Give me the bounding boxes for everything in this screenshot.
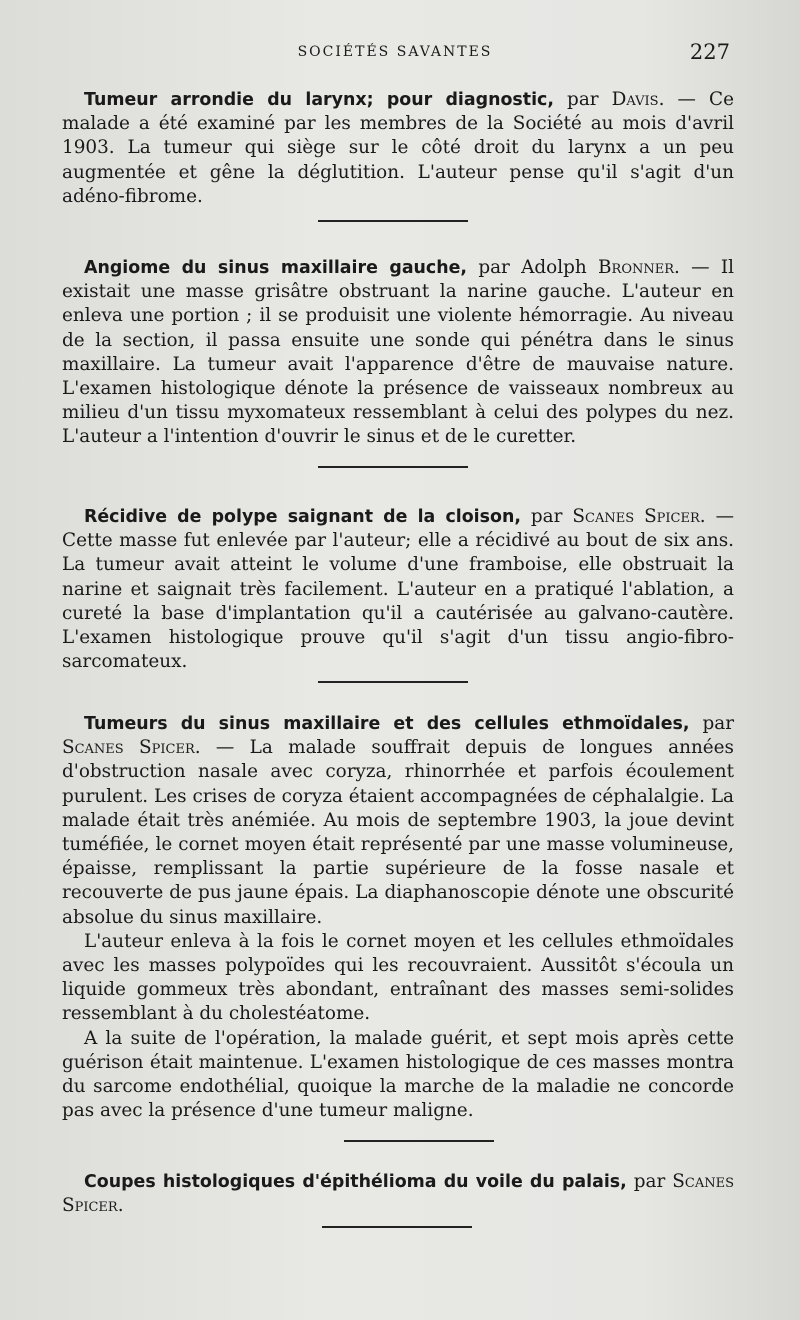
article-title: Tumeur arrondie du larynx; pour diagnostic, [84,90,554,110]
article-author: Bronner [598,257,675,278]
section-divider [322,1226,472,1228]
page-header [60,40,730,72]
article-body: . — La malade souffrait depuis de longues années d'obstruction nasale avec coryza, rhinorrhée et parfois écoulement purulent. Les crises de coryza étaient accompagnées de céphalalgie. La malade était très anémiée. Au mois de septembre 1903, la joue devint tuméfiée, le cornet moyen était représenté par une masse volumineuse, épaisse, remplissant la partie supérieure de la fosse nasale et recouverte de pus jaune épais. La diaphanoscopie dénote une obscurité absolue du sinus maxillaire. [62,737,734,928]
article-author: Scanes Spicer [62,1171,734,1217]
article-palate-epithelioma [62,1170,734,1218]
article-paragraph: L'auteur enleva à la fois le cornet moyen et les cellules ethmoïdales avec les masses polypoïdes qui les recouvraient. Aussitôt s'écoula un liquide gommeux très abondant, entraînant des masses semi-solides ressemblant à du cholestéatome. [62,930,734,1025]
article-author: Scanes Spicer [572,506,700,527]
running-head: SOCIÉTÉS SAVANTES [297,44,493,60]
article-paragraph: A la suite de l'opération, la malade guérit, et sept mois après cette guérison était maintenue. L'examen histologique de ces masses montra du sarcome endothélial, quoique la marche de la maladie ne concorde pas avec la présence d'une tumeur maligne. [62,1027,734,1122]
article-maxillary-ethmoid-tumors [62,712,734,1123]
section-divider [318,220,468,222]
article-by: par [626,1171,673,1192]
article-body: . — Ce malade a été examiné par les membres de la Société au mois d'avril 1903. La tumeur qui siège sur le côté droit du larynx a un peu augmentée et gêne la déglutition. L'auteur pense qu'il s'agit d'un adéno-fibrome. [62,89,734,207]
article-by: par [520,506,573,527]
section-divider [344,1140,494,1142]
article-author: Scanes Spicer [62,737,195,759]
article-by: par Adolph [467,257,599,278]
article-title: Coupes histologiques d'épithélioma du voile du palais, [84,1172,627,1192]
article-title: Récidive de polype saignant de la cloison, [84,507,521,527]
article-title: Tumeurs du sinus maxillaire et des cellules ethmoïdales, [84,714,690,734]
article-body: . — Cette masse fut enlevée par l'auteur; elle a récidivé au bout de six ans. La tumeur avait atteint le volume d'une framboise, elle obstruait la narine et saignait très facilement. L'auteur en a pratiqué l'ablation, a cureté la base d'implantation qu'il a cautérisée au galvano-cautère. L'examen histologique prouve qu'il s'agit d'un tissu angio-fibro-sarcomateux. [62,506,734,673]
article-angioma [62,256,734,450]
article-author: Davis [611,89,659,110]
article-title: Angiome du sinus maxillaire gauche, [84,258,468,278]
section-divider [318,466,468,468]
page-number: 227 [689,40,730,64]
article-body: . [117,1195,124,1217]
article-larynx-tumor [62,88,734,209]
section-divider [318,681,468,683]
article-by: par [689,713,734,734]
article-polyp-recurrence [62,505,734,674]
article-body: . — Il existait une masse grisâtre obstruant la narine gauche. L'auteur en enleva une portion ; il se produisit une violente hémorragie. Au niveau de la section, il passa ensuite une sonde qui pénétra dans le sinus maxillaire. La tumeur avait l'apparence d'être de mauvaise nature. L'examen histologique dénote la présence de vaisseaux nombreux au milieu d'un tissu myxomateux ressemblant à celui des polypes du nez. L'auteur a l'intention d'ouvrir le sinus et de le curetter. [62,257,735,448]
article-by: par [553,89,612,110]
